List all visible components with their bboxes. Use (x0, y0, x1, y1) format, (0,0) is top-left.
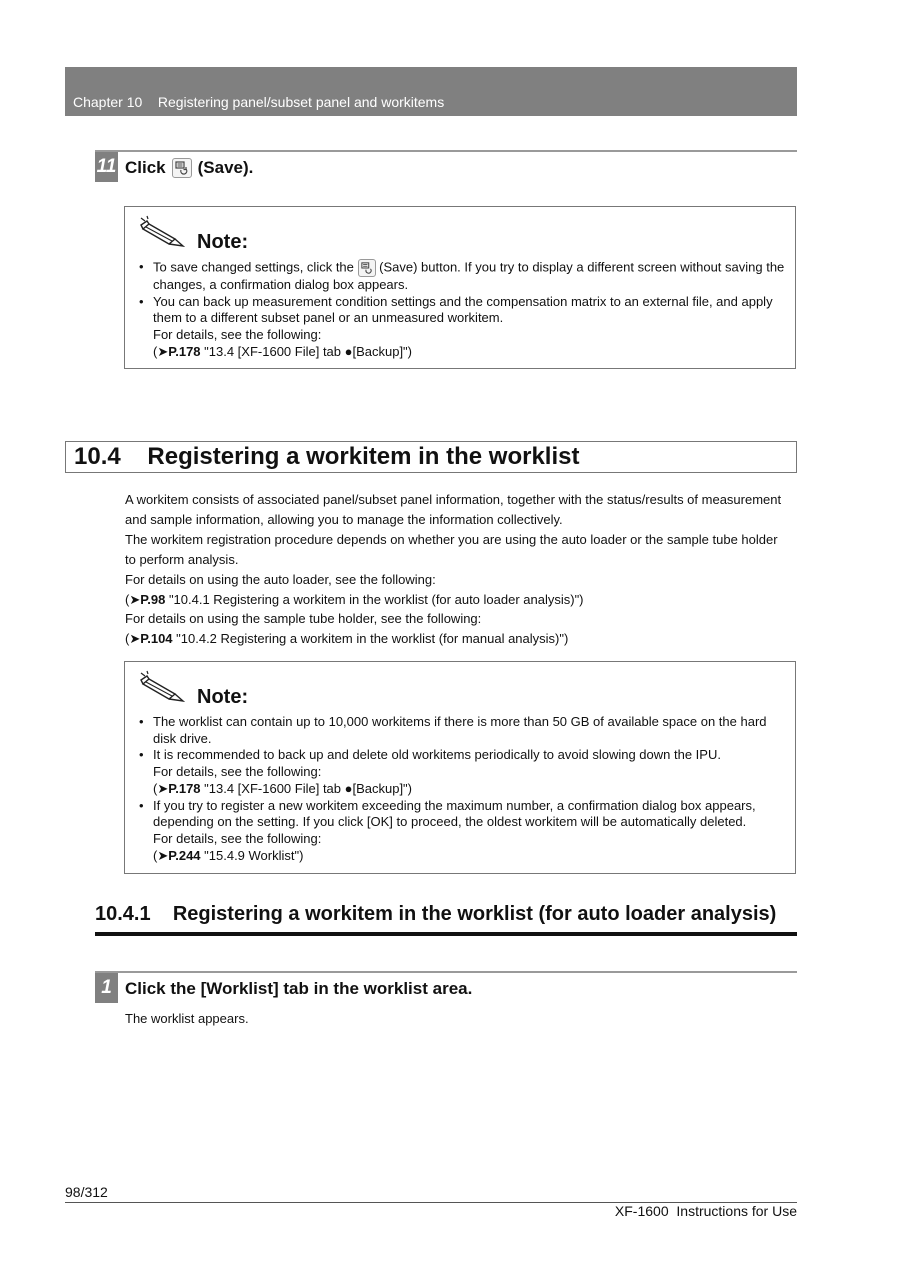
page-number: 98/312 (65, 1184, 108, 1200)
note-header (139, 215, 248, 254)
note-details: For details, see the following: (153, 764, 322, 780)
ref-page: P.104 (140, 631, 173, 647)
pencil-note-icon (139, 215, 185, 254)
note-text: • You can back up measurement condition settings and the compensation matrix to an external file, and apply them to a different subset panel or an unmeasured workitem. (153, 293, 773, 326)
note-list (139, 259, 785, 361)
step-label: Click the [Worklist] tab in the worklist area. (125, 979, 473, 998)
ref-arrow-icon: (➤ (153, 847, 169, 863)
cross-reference-link[interactable] (153, 781, 785, 798)
chapter-header-bar (65, 67, 797, 116)
ref-text: "10.4.2 Registering a workitem in the worklist (for manual analysis)") (176, 631, 569, 647)
ref-arrow-icon: (➤ (125, 591, 141, 607)
ref-page: P.98 (140, 591, 166, 607)
chapter-title: Chapter 10 Registering panel/subset panel and workitems (73, 94, 445, 110)
paragraph: A workitem consists of associated panel/subset panel information, together with the status/results of measurement and sample information, allowing you to manage the information collectively. (125, 492, 782, 527)
ref-arrow-icon: (➤ (153, 780, 169, 796)
ref-arrow-icon: (➤ (153, 343, 169, 359)
ref-arrow-icon: (➤ (125, 631, 141, 647)
ref-text: "10.4.1 Registering a workitem in the worklist (for auto loader analysis)") (168, 591, 584, 607)
cross-reference-link[interactable] (125, 629, 785, 649)
note-box-2 (124, 661, 796, 874)
note-item (139, 714, 785, 747)
step-1 (95, 971, 797, 1005)
paragraph: The workitem registration procedure depends on whether you are using the auto loader or the sample tube holder to perform analysis. (125, 531, 778, 567)
note-item (139, 294, 785, 361)
subsection-heading-box (95, 900, 797, 936)
save-icon (358, 259, 376, 277)
ref-page: P.178 (168, 343, 201, 359)
ref-text: "13.4 [XF-1600 File] tab ●[Backup]") (204, 343, 413, 359)
step-number: 11 (95, 152, 118, 182)
footer-title: XF-1600 Instructions for Use (614, 1203, 797, 1219)
step-label (125, 158, 253, 178)
note-title: Note: (197, 231, 249, 253)
paragraph: For details on using the sample tube holder, see the following: (125, 611, 482, 627)
note-item (139, 747, 785, 797)
ref-text: "15.4.9 Worklist") (204, 847, 304, 863)
note-item (139, 798, 785, 865)
note-title: Note: (197, 686, 249, 708)
paragraph: For details on using the auto loader, see the following: (125, 571, 436, 587)
note-box-1 (124, 206, 796, 369)
pencil-note-icon (139, 670, 185, 709)
subsection-heading: 10.4.1 Registering a workitem in the worklist (for auto loader analysis) (95, 903, 777, 925)
note-text: To save changed settings, click the (153, 259, 354, 275)
intro-text (125, 490, 785, 649)
cross-reference-link[interactable] (153, 344, 785, 361)
section-heading: 10.4 Registering a workitem in the worklist (74, 443, 580, 470)
note-details: For details, see the following: (153, 327, 322, 343)
step-save-text: (Save). (197, 158, 254, 177)
note-text: • The worklist can contain up to 10,000 workitems if there is more than 50 GB of available space on the hard disk drive. (153, 714, 767, 746)
step-click-text: Click (125, 158, 166, 177)
ref-page: P.244 (168, 847, 201, 863)
save-icon (172, 158, 192, 178)
ref-text: "13.4 [XF-1600 File] tab ●[Backup]") (204, 780, 413, 796)
step-number: 1 (95, 973, 118, 1003)
cross-reference-link[interactable] (125, 590, 785, 610)
cross-reference-link[interactable] (153, 848, 785, 865)
ref-page: P.178 (168, 780, 201, 796)
note-header (139, 670, 248, 709)
note-text: • If you try to register a new workitem exceeding the maximum number, a confirmation dialog box appears, depending on the setting. If you click [OK] to proceed, the oldest workitem will be automatically deleted. (153, 797, 756, 830)
section-heading-box (65, 441, 797, 473)
note-details: For details, see the following: (153, 830, 322, 846)
step-result: The worklist appears. (125, 1011, 249, 1026)
note-text: (Save) button. If you try to display a different screen without saving the changes, a confirmation dialog box appears. (153, 259, 785, 292)
note-item (139, 259, 785, 294)
note-text: • It is recommended to back up and delete old workitems periodically to avoid slowing down the IPU. (153, 747, 721, 763)
step-11 (95, 150, 797, 184)
note-list (139, 714, 785, 864)
